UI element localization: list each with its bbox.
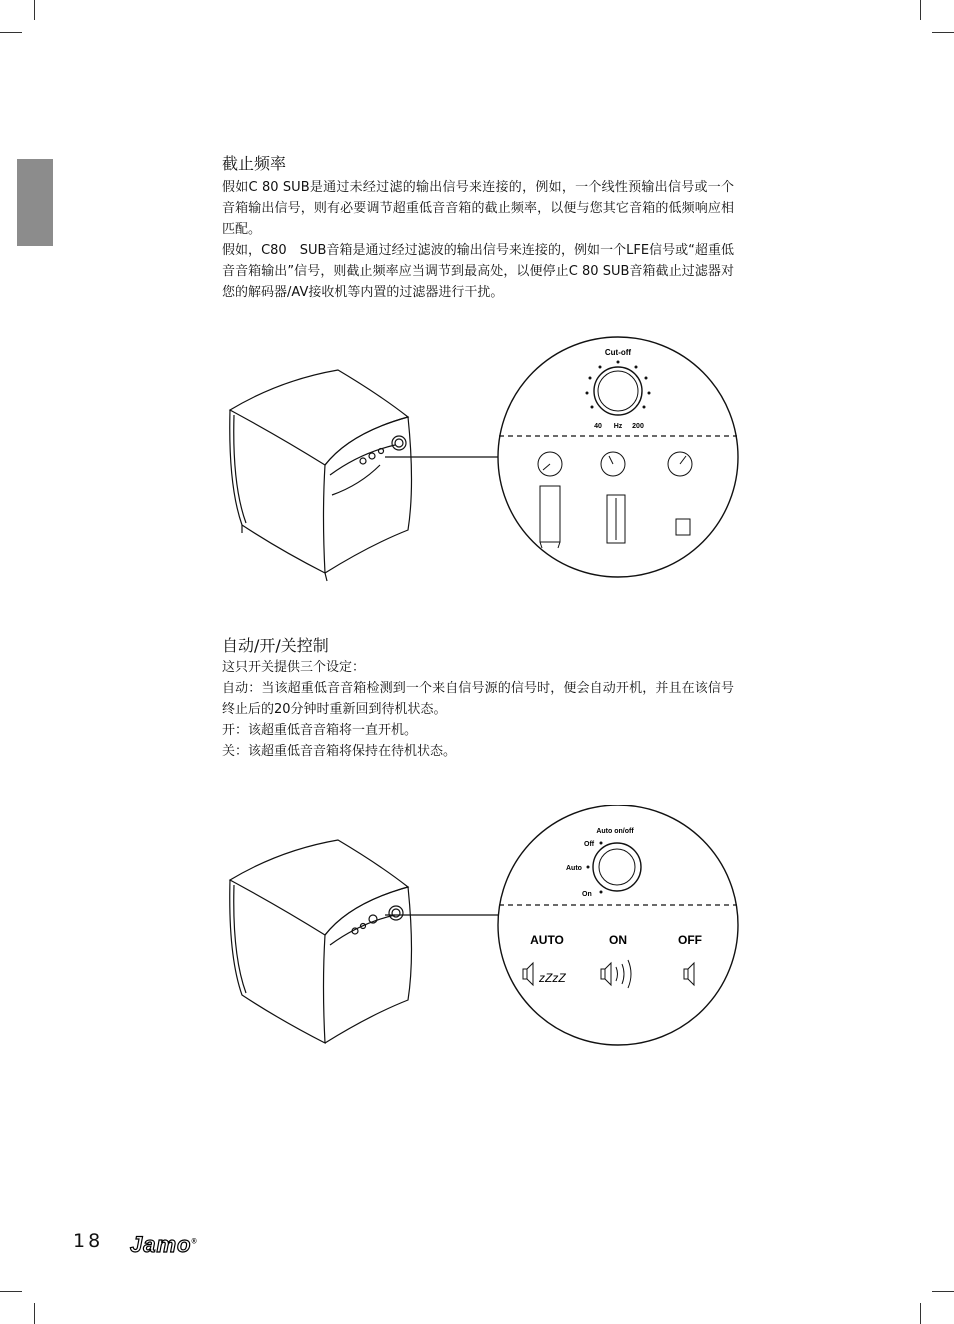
- zzz-label: zZzZ: [539, 971, 566, 985]
- auto-switch-figure: [220, 805, 740, 1059]
- switch-label: Auto on/off: [596, 828, 634, 835]
- mode-off-label: OFF: [678, 933, 702, 947]
- scale-min-label: 40: [594, 423, 602, 430]
- logo-text: Jamo: [130, 1232, 192, 1257]
- paragraph-cutoff-2: 假如，C80 SUB音箱是通过经过滤波的输出信号来连接的，例如一个LFE信号或“超重低音音箱输出”信号，则截止频率应当调节到最高处，以便停止C 80 SUB音箱截止过滤器对您的解码器/AV接收机等内置的过滤器进行干扰。: [222, 243, 734, 300]
- switch-zoom-circle: [498, 805, 738, 1045]
- cutoff-knob-label: Cut-off: [604, 348, 632, 357]
- paragraph-off-mode: 关：该超重低音音箱将保持在待机状态。: [222, 744, 457, 759]
- scale-unit-label: Hz: [613, 423, 623, 430]
- pos-on-label: On: [582, 891, 592, 898]
- cutoff-illustration: [220, 335, 740, 585]
- page-number: 18: [73, 1230, 104, 1252]
- subwoofer-drawing: [230, 370, 500, 581]
- section-title-auto-on-off: 自动/开/关控制: [222, 636, 329, 655]
- crop-mark: [0, 32, 22, 33]
- cutoff-zoom-circle: [498, 337, 738, 577]
- crop-mark: [920, 1303, 921, 1324]
- crop-mark: [34, 0, 35, 20]
- paragraph-auto-mode: 自动：当该超重低音音箱检测到一个来自信号源的信号时，便会自动开机，并且在该信号终止后的20分钟时重新回到待机状态。: [222, 681, 734, 717]
- crop-mark: [932, 1291, 954, 1292]
- pos-off-label: Off: [584, 841, 595, 848]
- crop-mark: [920, 0, 921, 20]
- registered-mark: ®: [191, 1238, 198, 1246]
- paragraph-switch-intro: 这只开关提供三个设定：: [222, 660, 366, 675]
- paragraph-on-mode: 开：该超重低音音箱将一直开机。: [222, 723, 418, 738]
- auto-switch-illustration: [220, 805, 740, 1055]
- pos-auto-label: Auto: [566, 865, 582, 872]
- paragraph-cutoff-1: 假如C 80 SUB是通过未经过滤的输出信号来连接的，例如，一个线性预输出信号或一个音箱输出信号，则有必要调节超重低音音箱的截止频率，以便与您其它音箱的低频响应相匹配。: [222, 180, 734, 237]
- jamo-logo: [130, 1232, 198, 1258]
- subwoofer-drawing: [230, 840, 500, 1043]
- crop-mark: [932, 32, 954, 33]
- scale-max-label: 200: [632, 423, 644, 430]
- section-title-cutoff: 截止频率: [222, 154, 287, 173]
- mode-auto-label: AUTO: [530, 933, 564, 947]
- crop-mark: [0, 1291, 22, 1292]
- mode-on-label: ON: [609, 933, 627, 947]
- language-tab: [17, 159, 53, 246]
- cutoff-figure: [220, 335, 740, 589]
- crop-mark: [34, 1303, 35, 1324]
